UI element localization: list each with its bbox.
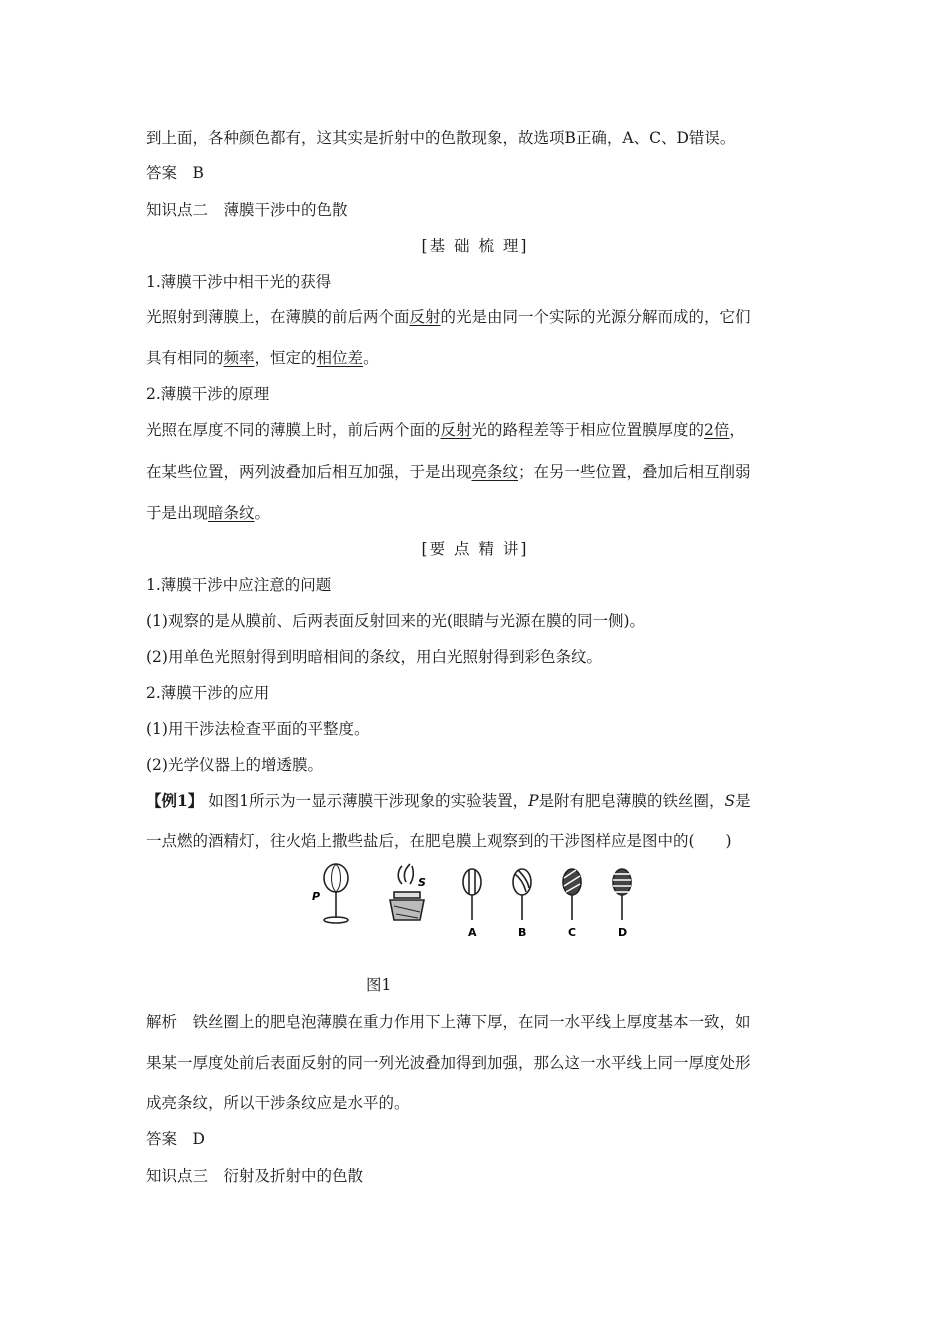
text-line: (2)用单色光照射得到明暗相间的条纹，用白光照射得到彩色条纹。 <box>146 648 602 666</box>
figure-1 <box>310 862 650 942</box>
pattern-d <box>613 869 631 920</box>
blank-answer: 暗条纹 <box>208 504 255 522</box>
label-p: P <box>312 890 321 903</box>
blank-answer: 亮条纹 <box>471 463 519 481</box>
blank-answer: 频率 <box>223 349 255 367</box>
text-line: 具有相同的频率，恒定的相位差。 <box>146 349 379 367</box>
section-heading: 知识点二 薄膜干涉中的色散 <box>146 201 348 219</box>
item-title: 2.薄膜干涉的应用 <box>146 684 270 702</box>
example-line: 一点燃的酒精灯，往火焰上撒些盐后，在肥皂膜上观察到的干涉图样应是图中的( ) <box>146 832 732 850</box>
analysis-line: 成亮条纹，所以干涉条纹应是水平的。 <box>146 1094 410 1112</box>
label-option: B <box>518 926 527 939</box>
pattern-a <box>463 869 481 920</box>
subsection-heading: [要 点 精 讲] <box>421 540 529 558</box>
blank-answer: 相位差 <box>316 349 364 367</box>
wire-loop-p <box>324 864 348 923</box>
text-line: 在某些位置，两列波叠加后相互加强，于是出现亮条纹；在另一些位置，叠加后相互削弱 <box>146 463 751 481</box>
label-s: S <box>418 876 426 889</box>
text-line: (1)用干涉法检查平面的平整度。 <box>146 720 370 738</box>
text-line: 于是出现暗条纹。 <box>146 504 271 522</box>
answer-line: 答案 B <box>146 164 204 182</box>
label-option: D <box>618 926 628 939</box>
section-heading: 知识点三 衍射及折射中的色散 <box>146 1167 364 1185</box>
item-title: 1.薄膜干涉中相干光的获得 <box>146 273 332 291</box>
item-title: 2.薄膜干涉的原理 <box>146 385 270 403</box>
analysis-line: 果某一厚度处前后表面反射的同一列光波叠加得到加强，那么这一水平线上同一厚度处形 <box>146 1054 751 1072</box>
blank-answer: 反射 <box>440 421 472 439</box>
pattern-c <box>563 869 581 920</box>
analysis-line: 解析 铁丝圈上的肥皂泡薄膜在重力作用下上薄下厚，在同一水平线上厚度基本一致，如 <box>146 1013 751 1031</box>
label-option: A <box>468 926 477 939</box>
subsection-heading: [基 础 梳 理] <box>421 237 529 255</box>
answer-line: 答案 D <box>146 1130 205 1148</box>
text-line: (2)光学仪器上的增透膜。 <box>146 756 323 774</box>
blank-answer: 2倍 <box>704 421 730 439</box>
item-title: 1.薄膜干涉中应注意的问题 <box>146 576 332 594</box>
example-line: 【例1】 如图1所示为一显示薄膜干涉现象的实验装置，P是附有肥皂薄膜的铁丝圈，S是 <box>146 791 751 810</box>
text-line: 到上面，各种颜色都有，这其实是折射中的色散现象，故选项B正确，A、C、D错误。 <box>146 129 736 147</box>
text-line: 光照在厚度不同的薄膜上时，前后两个面的反射光的路程差等于相应位置膜厚度的2倍， <box>146 421 745 439</box>
figure-caption: 图1 <box>366 976 392 994</box>
pattern-b <box>513 869 531 920</box>
text-line: 光照射到薄膜上，在薄膜的前后两个面反射的光是由同一个实际的光源分解而成的，它们 <box>146 308 751 326</box>
example-tag: 【例1】 <box>146 791 204 810</box>
label-option: C <box>568 926 577 939</box>
blank-answer: 反射 <box>409 308 441 326</box>
alcohol-lamp-s <box>390 864 424 920</box>
text-line: (1)观察的是从膜前、后两表面反射回来的光(眼睛与光源在膜的同一侧)。 <box>146 612 646 630</box>
